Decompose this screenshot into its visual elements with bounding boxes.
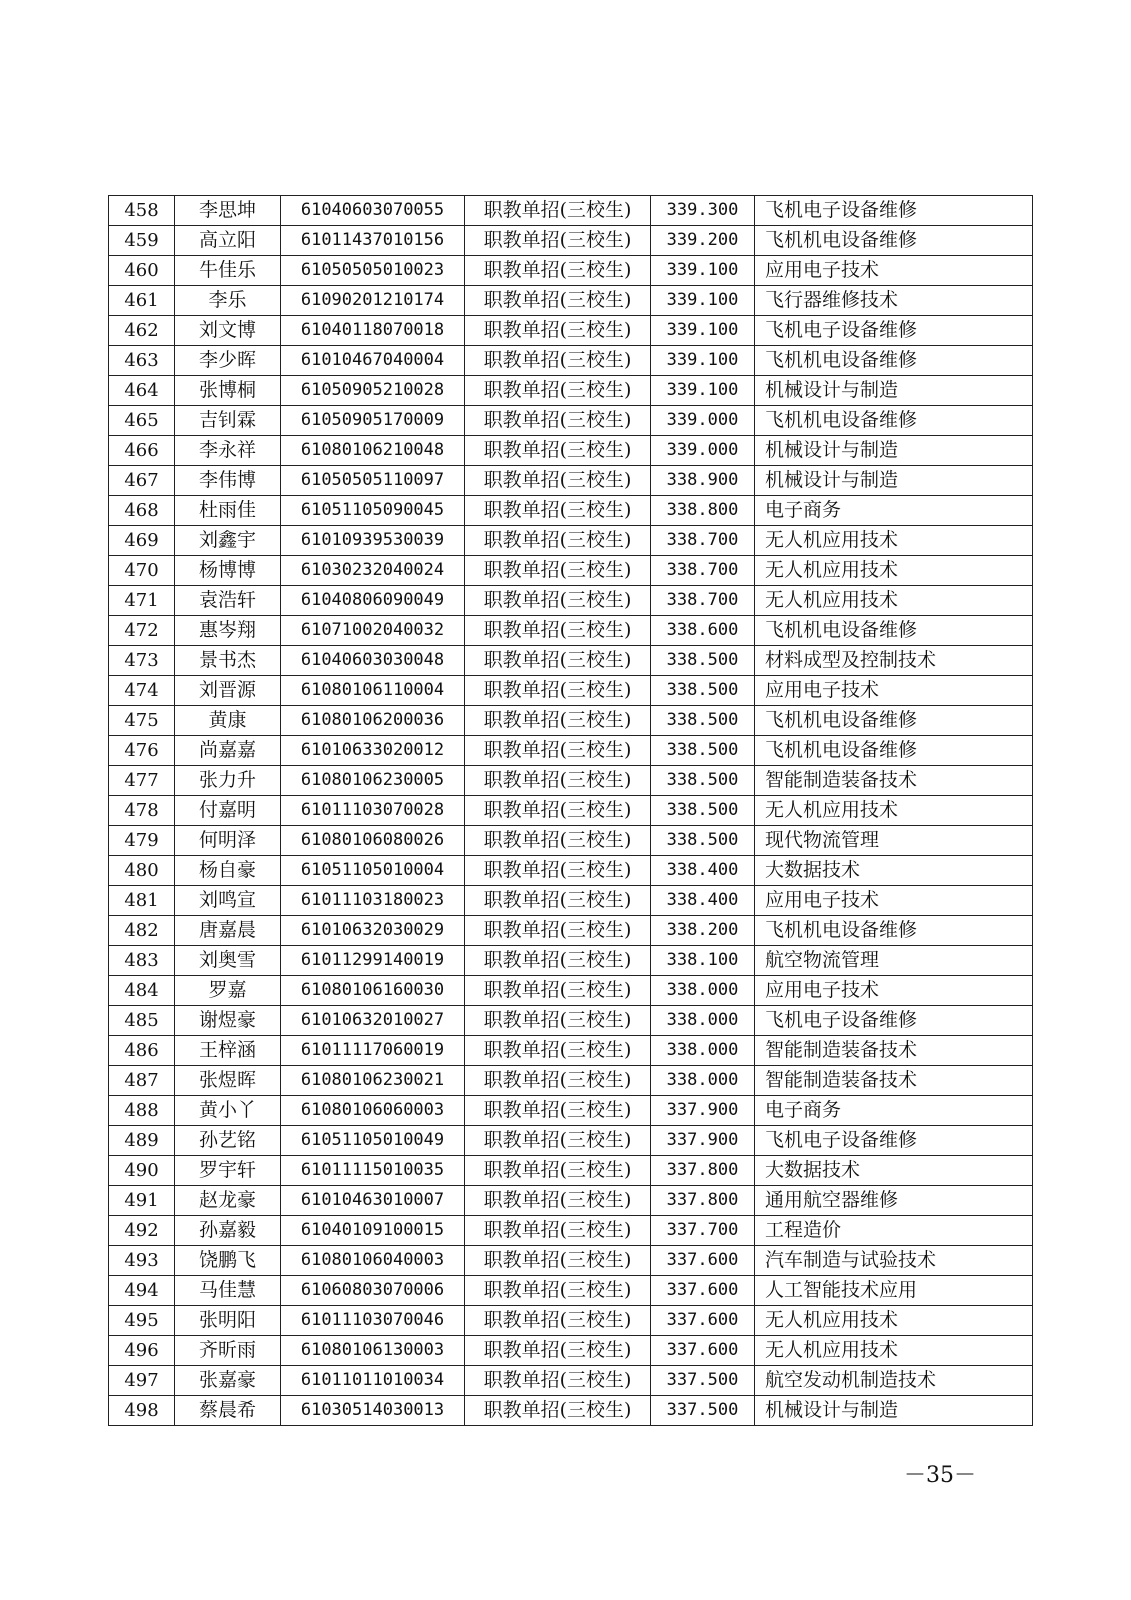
admission-type-cell: 职教单招(三校生)	[465, 1336, 651, 1366]
score-cell: 338.700	[651, 586, 755, 616]
score-cell: 339.100	[651, 286, 755, 316]
rank-cell: 469	[109, 526, 175, 556]
rank-cell: 459	[109, 226, 175, 256]
roster-body	[109, 196, 1033, 1426]
exam-id-cell: 61010463010007	[281, 1186, 465, 1216]
admission-type-cell: 职教单招(三校生)	[465, 226, 651, 256]
score-cell: 339.100	[651, 256, 755, 286]
admission-type-cell: 职教单招(三校生)	[465, 826, 651, 856]
exam-id-cell: 61040603070055	[281, 196, 465, 226]
major-cell: 机械设计与制造	[755, 436, 1033, 466]
rank-cell: 477	[109, 766, 175, 796]
rank-cell: 468	[109, 496, 175, 526]
table-row	[109, 916, 1033, 946]
admission-type-cell: 职教单招(三校生)	[465, 1396, 651, 1426]
table-row	[109, 466, 1033, 496]
admission-type-cell: 职教单招(三校生)	[465, 1246, 651, 1276]
major-cell: 无人机应用技术	[755, 556, 1033, 586]
table-row	[109, 376, 1033, 406]
admission-type-cell: 职教单招(三校生)	[465, 376, 651, 406]
name-cell: 刘鸣宣	[175, 886, 281, 916]
admission-type-cell: 职教单招(三校生)	[465, 706, 651, 736]
score-cell: 339.200	[651, 226, 755, 256]
admission-type-cell: 职教单招(三校生)	[465, 1156, 651, 1186]
score-cell: 337.900	[651, 1096, 755, 1126]
exam-id-cell: 61071002040032	[281, 616, 465, 646]
admission-type-cell: 职教单招(三校生)	[465, 1126, 651, 1156]
rank-cell: 484	[109, 976, 175, 1006]
score-cell: 338.500	[651, 706, 755, 736]
score-cell: 338.000	[651, 1036, 755, 1066]
name-cell: 谢煜豪	[175, 1006, 281, 1036]
name-cell: 刘鑫宇	[175, 526, 281, 556]
major-cell: 材料成型及控制技术	[755, 646, 1033, 676]
name-cell: 赵龙豪	[175, 1186, 281, 1216]
admission-type-cell: 职教单招(三校生)	[465, 1006, 651, 1036]
exam-id-cell: 61030514030013	[281, 1396, 465, 1426]
score-cell: 338.500	[651, 676, 755, 706]
name-cell: 尚嘉嘉	[175, 736, 281, 766]
score-cell: 338.400	[651, 886, 755, 916]
rank-cell: 458	[109, 196, 175, 226]
major-cell: 飞机机电设备维修	[755, 706, 1033, 736]
admission-type-cell: 职教单招(三校生)	[465, 1276, 651, 1306]
exam-id-cell: 61050905210028	[281, 376, 465, 406]
admission-type-cell: 职教单招(三校生)	[465, 946, 651, 976]
score-cell: 338.000	[651, 1066, 755, 1096]
rank-cell: 479	[109, 826, 175, 856]
name-cell: 李思坤	[175, 196, 281, 226]
exam-id-cell: 61010633020012	[281, 736, 465, 766]
major-cell: 飞机电子设备维修	[755, 316, 1033, 346]
table-row	[109, 1036, 1033, 1066]
table-row	[109, 766, 1033, 796]
rank-cell: 496	[109, 1336, 175, 1366]
exam-id-cell: 61060803070006	[281, 1276, 465, 1306]
name-cell: 景书杰	[175, 646, 281, 676]
score-cell: 338.500	[651, 826, 755, 856]
name-cell: 刘奥雪	[175, 946, 281, 976]
rank-cell: 490	[109, 1156, 175, 1186]
major-cell: 航空发动机制造技术	[755, 1366, 1033, 1396]
table-row	[109, 256, 1033, 286]
rank-cell: 495	[109, 1306, 175, 1336]
table-row	[109, 676, 1033, 706]
name-cell: 李乐	[175, 286, 281, 316]
admission-type-cell: 职教单招(三校生)	[465, 256, 651, 286]
rank-cell: 460	[109, 256, 175, 286]
score-cell: 339.100	[651, 316, 755, 346]
table-row	[109, 526, 1033, 556]
table-row	[109, 316, 1033, 346]
major-cell: 汽车制造与试验技术	[755, 1246, 1033, 1276]
exam-id-cell: 61011115010035	[281, 1156, 465, 1186]
name-cell: 何明泽	[175, 826, 281, 856]
score-cell: 338.900	[651, 466, 755, 496]
score-cell: 337.800	[651, 1186, 755, 1216]
table-row	[109, 196, 1033, 226]
name-cell: 吉钊霖	[175, 406, 281, 436]
name-cell: 牛佳乐	[175, 256, 281, 286]
admission-roster-table	[108, 195, 1033, 1426]
admission-type-cell: 职教单招(三校生)	[465, 856, 651, 886]
table-row	[109, 1396, 1033, 1426]
score-cell: 338.500	[651, 646, 755, 676]
major-cell: 机械设计与制造	[755, 376, 1033, 406]
exam-id-cell: 61040118070018	[281, 316, 465, 346]
table-row	[109, 1336, 1033, 1366]
admission-type-cell: 职教单招(三校生)	[465, 676, 651, 706]
score-cell: 338.400	[651, 856, 755, 886]
score-cell: 338.800	[651, 496, 755, 526]
rank-cell: 474	[109, 676, 175, 706]
rank-cell: 461	[109, 286, 175, 316]
name-cell: 刘文博	[175, 316, 281, 346]
score-cell: 337.600	[651, 1336, 755, 1366]
score-cell: 337.600	[651, 1306, 755, 1336]
name-cell: 惠岑翔	[175, 616, 281, 646]
name-cell: 唐嘉晨	[175, 916, 281, 946]
admission-type-cell: 职教单招(三校生)	[465, 1186, 651, 1216]
score-cell: 337.600	[651, 1276, 755, 1306]
score-cell: 338.500	[651, 796, 755, 826]
major-cell: 飞机机电设备维修	[755, 346, 1033, 376]
rank-cell: 466	[109, 436, 175, 466]
name-cell: 张明阳	[175, 1306, 281, 1336]
rank-cell: 486	[109, 1036, 175, 1066]
major-cell: 航空物流管理	[755, 946, 1033, 976]
score-cell: 337.900	[651, 1126, 755, 1156]
rank-cell: 488	[109, 1096, 175, 1126]
admission-type-cell: 职教单招(三校生)	[465, 556, 651, 586]
name-cell: 李伟博	[175, 466, 281, 496]
table-row	[109, 1306, 1033, 1336]
table-row	[109, 976, 1033, 1006]
exam-id-cell: 61080106230005	[281, 766, 465, 796]
major-cell: 应用电子技术	[755, 676, 1033, 706]
exam-id-cell: 61080106210048	[281, 436, 465, 466]
table-row	[109, 646, 1033, 676]
table-row	[109, 1006, 1033, 1036]
major-cell: 飞行器维修技术	[755, 286, 1033, 316]
major-cell: 现代物流管理	[755, 826, 1033, 856]
rank-cell: 481	[109, 886, 175, 916]
admission-type-cell: 职教单招(三校生)	[465, 316, 651, 346]
admission-type-cell: 职教单招(三校生)	[465, 196, 651, 226]
admission-type-cell: 职教单招(三校生)	[465, 406, 651, 436]
name-cell: 杨博博	[175, 556, 281, 586]
major-cell: 无人机应用技术	[755, 586, 1033, 616]
name-cell: 孙艺铭	[175, 1126, 281, 1156]
major-cell: 通用航空器维修	[755, 1186, 1033, 1216]
name-cell: 孙嘉毅	[175, 1216, 281, 1246]
major-cell: 工程造价	[755, 1216, 1033, 1246]
admission-type-cell: 职教单招(三校生)	[465, 286, 651, 316]
admission-type-cell: 职教单招(三校生)	[465, 976, 651, 1006]
rank-cell: 485	[109, 1006, 175, 1036]
rank-cell: 480	[109, 856, 175, 886]
admission-type-cell: 职教单招(三校生)	[465, 496, 651, 526]
table-row	[109, 1126, 1033, 1156]
exam-id-cell: 61080106080026	[281, 826, 465, 856]
score-cell: 339.000	[651, 406, 755, 436]
score-cell: 338.000	[651, 976, 755, 1006]
name-cell: 王梓涵	[175, 1036, 281, 1066]
major-cell: 智能制造装备技术	[755, 1036, 1033, 1066]
name-cell: 刘晋源	[175, 676, 281, 706]
admission-type-cell: 职教单招(三校生)	[465, 1216, 651, 1246]
exam-id-cell: 61010467040004	[281, 346, 465, 376]
major-cell: 应用电子技术	[755, 256, 1033, 286]
rank-cell: 483	[109, 946, 175, 976]
table-row	[109, 706, 1033, 736]
name-cell: 黄康	[175, 706, 281, 736]
rank-cell: 476	[109, 736, 175, 766]
rank-cell: 472	[109, 616, 175, 646]
name-cell: 张力升	[175, 766, 281, 796]
name-cell: 齐昕雨	[175, 1336, 281, 1366]
admission-type-cell: 职教单招(三校生)	[465, 616, 651, 646]
table-row	[109, 1246, 1033, 1276]
exam-id-cell: 61010939530039	[281, 526, 465, 556]
major-cell: 飞机机电设备维修	[755, 916, 1033, 946]
score-cell: 337.500	[651, 1366, 755, 1396]
table-row	[109, 946, 1033, 976]
table-row	[109, 1066, 1033, 1096]
score-cell: 339.000	[651, 436, 755, 466]
table-row	[109, 1366, 1033, 1396]
rank-cell: 473	[109, 646, 175, 676]
admission-type-cell: 职教单招(三校生)	[465, 586, 651, 616]
exam-id-cell: 61051105010004	[281, 856, 465, 886]
table-row	[109, 1216, 1033, 1246]
admission-type-cell: 职教单招(三校生)	[465, 886, 651, 916]
admission-type-cell: 职教单招(三校生)	[465, 1066, 651, 1096]
exam-id-cell: 61080106060003	[281, 1096, 465, 1126]
rank-cell: 467	[109, 466, 175, 496]
exam-id-cell: 61010632010027	[281, 1006, 465, 1036]
name-cell: 袁浩轩	[175, 586, 281, 616]
score-cell: 338.000	[651, 1006, 755, 1036]
exam-id-cell: 61080106200036	[281, 706, 465, 736]
name-cell: 张嘉豪	[175, 1366, 281, 1396]
score-cell: 338.600	[651, 616, 755, 646]
exam-id-cell: 61080106110004	[281, 676, 465, 706]
table-row	[109, 616, 1033, 646]
rank-cell: 475	[109, 706, 175, 736]
name-cell: 饶鹏飞	[175, 1246, 281, 1276]
admission-type-cell: 职教单招(三校生)	[465, 436, 651, 466]
score-cell: 337.500	[651, 1396, 755, 1426]
rank-cell: 482	[109, 916, 175, 946]
exam-id-cell: 61051105090045	[281, 496, 465, 526]
major-cell: 无人机应用技术	[755, 1336, 1033, 1366]
score-cell: 337.600	[651, 1246, 755, 1276]
admission-type-cell: 职教单招(三校生)	[465, 526, 651, 556]
name-cell: 罗宇轩	[175, 1156, 281, 1186]
rank-cell: 465	[109, 406, 175, 436]
admission-type-cell: 职教单招(三校生)	[465, 346, 651, 376]
table-row	[109, 1096, 1033, 1126]
name-cell: 高立阳	[175, 226, 281, 256]
rank-cell: 497	[109, 1366, 175, 1396]
name-cell: 蔡晨希	[175, 1396, 281, 1426]
score-cell: 338.500	[651, 766, 755, 796]
rank-cell: 464	[109, 376, 175, 406]
table-row	[109, 736, 1033, 766]
table-row	[109, 826, 1033, 856]
exam-id-cell: 61011011010034	[281, 1366, 465, 1396]
page-number: －35－	[904, 1463, 976, 1488]
score-cell: 339.100	[651, 346, 755, 376]
score-cell: 339.300	[651, 196, 755, 226]
major-cell: 飞机机电设备维修	[755, 736, 1033, 766]
major-cell: 电子商务	[755, 1096, 1033, 1126]
admission-type-cell: 职教单招(三校生)	[465, 766, 651, 796]
admission-type-cell: 职教单招(三校生)	[465, 736, 651, 766]
table-row	[109, 556, 1033, 586]
admission-type-cell: 职教单招(三校生)	[465, 466, 651, 496]
exam-id-cell: 61011299140019	[281, 946, 465, 976]
major-cell: 机械设计与制造	[755, 1396, 1033, 1426]
table-row	[109, 1186, 1033, 1216]
exam-id-cell: 61011437010156	[281, 226, 465, 256]
major-cell: 无人机应用技术	[755, 796, 1033, 826]
major-cell: 电子商务	[755, 496, 1033, 526]
table-row	[109, 796, 1033, 826]
exam-id-cell: 61040603030048	[281, 646, 465, 676]
major-cell: 无人机应用技术	[755, 1306, 1033, 1336]
major-cell: 应用电子技术	[755, 886, 1033, 916]
exam-id-cell: 61080106040003	[281, 1246, 465, 1276]
table-row	[109, 886, 1033, 916]
exam-id-cell: 61051105010049	[281, 1126, 465, 1156]
table-row	[109, 286, 1033, 316]
score-cell: 338.500	[651, 736, 755, 766]
major-cell: 大数据技术	[755, 1156, 1033, 1186]
major-cell: 智能制造装备技术	[755, 766, 1033, 796]
exam-id-cell: 61080106160030	[281, 976, 465, 1006]
name-cell: 张博桐	[175, 376, 281, 406]
table-row	[109, 1156, 1033, 1186]
admission-type-cell: 职教单招(三校生)	[465, 916, 651, 946]
admission-type-cell: 职教单招(三校生)	[465, 1306, 651, 1336]
score-cell: 337.700	[651, 1216, 755, 1246]
exam-id-cell: 61011103070028	[281, 796, 465, 826]
major-cell: 应用电子技术	[755, 976, 1033, 1006]
major-cell: 智能制造装备技术	[755, 1066, 1033, 1096]
rank-cell: 471	[109, 586, 175, 616]
rank-cell: 494	[109, 1276, 175, 1306]
admission-type-cell: 职教单招(三校生)	[465, 646, 651, 676]
table-row	[109, 586, 1033, 616]
admission-type-cell: 职教单招(三校生)	[465, 1036, 651, 1066]
rank-cell: 470	[109, 556, 175, 586]
rank-cell: 491	[109, 1186, 175, 1216]
exam-id-cell: 61080106230021	[281, 1066, 465, 1096]
name-cell: 李永祥	[175, 436, 281, 466]
score-cell: 337.800	[651, 1156, 755, 1186]
major-cell: 机械设计与制造	[755, 466, 1033, 496]
major-cell: 飞机电子设备维修	[755, 1006, 1033, 1036]
exam-id-cell: 61011117060019	[281, 1036, 465, 1066]
name-cell: 杜雨佳	[175, 496, 281, 526]
rank-cell: 463	[109, 346, 175, 376]
exam-id-cell: 61011103070046	[281, 1306, 465, 1336]
admission-type-cell: 职教单招(三校生)	[465, 1096, 651, 1126]
exam-id-cell: 61010632030029	[281, 916, 465, 946]
table-row	[109, 346, 1033, 376]
major-cell: 飞机机电设备维修	[755, 616, 1033, 646]
table-row	[109, 1276, 1033, 1306]
score-cell: 338.700	[651, 526, 755, 556]
major-cell: 飞机电子设备维修	[755, 1126, 1033, 1156]
exam-id-cell: 61040806090049	[281, 586, 465, 616]
exam-id-cell: 61011103180023	[281, 886, 465, 916]
name-cell: 黄小丫	[175, 1096, 281, 1126]
major-cell: 人工智能技术应用	[755, 1276, 1033, 1306]
score-cell: 338.200	[651, 916, 755, 946]
rank-cell: 492	[109, 1216, 175, 1246]
admission-type-cell: 职教单招(三校生)	[465, 796, 651, 826]
exam-id-cell: 61040109100015	[281, 1216, 465, 1246]
rank-cell: 498	[109, 1396, 175, 1426]
table-row	[109, 496, 1033, 526]
major-cell: 飞机电子设备维修	[755, 196, 1033, 226]
exam-id-cell: 61050505010023	[281, 256, 465, 286]
rank-cell: 489	[109, 1126, 175, 1156]
exam-id-cell: 61030232040024	[281, 556, 465, 586]
rank-cell: 493	[109, 1246, 175, 1276]
admission-type-cell: 职教单招(三校生)	[465, 1366, 651, 1396]
name-cell: 付嘉明	[175, 796, 281, 826]
score-cell: 338.700	[651, 556, 755, 586]
table-row	[109, 856, 1033, 886]
exam-id-cell: 61080106130003	[281, 1336, 465, 1366]
major-cell: 飞机机电设备维修	[755, 226, 1033, 256]
major-cell: 无人机应用技术	[755, 526, 1033, 556]
name-cell: 罗嘉	[175, 976, 281, 1006]
name-cell: 李少晖	[175, 346, 281, 376]
rank-cell: 462	[109, 316, 175, 346]
exam-id-cell: 61050905170009	[281, 406, 465, 436]
table-row	[109, 226, 1033, 256]
score-cell: 339.100	[651, 376, 755, 406]
table-row	[109, 436, 1033, 466]
table-row	[109, 406, 1033, 436]
score-cell: 338.100	[651, 946, 755, 976]
name-cell: 马佳慧	[175, 1276, 281, 1306]
major-cell: 飞机机电设备维修	[755, 406, 1033, 436]
exam-id-cell: 61090201210174	[281, 286, 465, 316]
rank-cell: 478	[109, 796, 175, 826]
name-cell: 杨自豪	[175, 856, 281, 886]
rank-cell: 487	[109, 1066, 175, 1096]
name-cell: 张煜晖	[175, 1066, 281, 1096]
major-cell: 大数据技术	[755, 856, 1033, 886]
exam-id-cell: 61050505110097	[281, 466, 465, 496]
